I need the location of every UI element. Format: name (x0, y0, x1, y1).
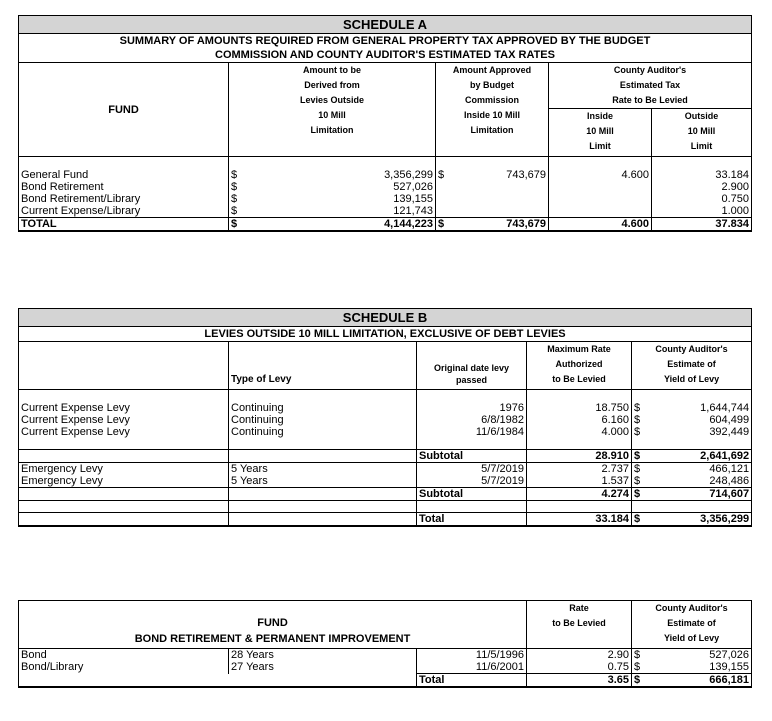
levy-date: 6/8/1982 (417, 414, 527, 426)
header-line: by Budget (470, 80, 514, 90)
bond-retirement-section (18, 600, 751, 688)
levy-name: Emergency Levy (19, 463, 229, 476)
amount-derived: 139,155 (247, 193, 436, 205)
yield-header (632, 342, 752, 390)
outside-rate: 2.900 (652, 181, 752, 193)
bond-rate-header (527, 601, 632, 649)
bond-yield: 139,155 (650, 661, 752, 674)
levy-name: Current Expense Levy (19, 402, 229, 414)
table-row (19, 402, 752, 414)
table-row (19, 426, 752, 438)
levy-yield: 466,121 (650, 463, 752, 476)
levy-yield: 1,644,744 (650, 402, 752, 414)
header-line: Limit (690, 141, 713, 151)
header-line: Authorized (555, 359, 603, 369)
schedule-b-title: SCHEDULE B (19, 309, 752, 327)
table-row (19, 463, 752, 476)
levy-yield: 392,449 (650, 426, 752, 438)
subtotal-label: Subtotal (417, 450, 527, 463)
total-outside: 37.834 (652, 217, 752, 231)
bond-table (18, 600, 752, 688)
levy-date: 5/7/2019 (417, 475, 527, 488)
blank-cell (229, 488, 417, 501)
inside-limit-header (549, 109, 652, 157)
header-line: Amount Approved (452, 65, 532, 75)
levy-name: Current Expense Levy (19, 414, 229, 426)
amount-approved (454, 205, 549, 218)
currency-sign: $ (634, 425, 641, 438)
table-row (19, 414, 752, 426)
currency-sign: $ (231, 168, 238, 181)
bond-yield: 527,026 (650, 649, 752, 662)
total-row (19, 674, 752, 688)
currency-sign: $ (231, 192, 238, 205)
header-line: 10 Mill (586, 126, 614, 136)
header-line: to Be Levied (552, 618, 606, 628)
currency-sign: $ (229, 217, 247, 231)
bond-fund-label: FUND (257, 617, 288, 629)
blank-cell (229, 674, 417, 688)
bond-rate: 0.75 (527, 661, 632, 674)
header-line: Limitation (310, 125, 354, 135)
header-line: Estimate of (667, 618, 716, 628)
currency-sign: $ (634, 401, 641, 414)
amount-derived-header (229, 63, 436, 157)
fund-header: FUND (19, 63, 229, 157)
currency-sign (436, 205, 454, 218)
currency-sign: $ (436, 217, 454, 231)
currency-sign: $ (632, 488, 650, 501)
fund-name: Bond Retirement (19, 181, 229, 193)
currency-sign: $ (634, 475, 641, 487)
subtotal-rate: 4.274 (527, 488, 632, 501)
schedule-b-table (18, 308, 752, 527)
header-line: Maximum Rate (547, 344, 611, 354)
header-line: Inside (586, 111, 613, 121)
subtotal-yield: 2,641,692 (650, 450, 752, 463)
blank-cell (229, 513, 417, 527)
header-line: Estimated Tax (619, 80, 681, 90)
subtotal-row (19, 488, 752, 501)
schedule-a-table (18, 15, 752, 232)
header-line: Rate (569, 603, 589, 613)
subtotal-yield: 714,607 (650, 488, 752, 501)
currency-sign: $ (632, 463, 650, 476)
levy-type: Continuing (229, 402, 417, 414)
bond-name: Bond (19, 649, 229, 662)
total-label: Total (417, 674, 527, 688)
header-line: Levies Outside (299, 95, 365, 105)
table-row (19, 193, 752, 205)
max-rate-header (527, 342, 632, 390)
currency-sign: $ (634, 413, 641, 426)
blank-cell (19, 488, 229, 501)
header-line: 10 Mill (687, 126, 716, 136)
bond-term: 27 Years (229, 661, 417, 674)
table-row (19, 181, 752, 193)
levy-type: Continuing (229, 414, 417, 426)
blank-cell (19, 513, 229, 527)
total-row (19, 217, 752, 231)
outside-rate: 1.000 (652, 205, 752, 218)
subtotal-rate: 28.910 (527, 450, 632, 463)
levy-type: Continuing (229, 426, 417, 438)
levy-type: 5 Years (229, 475, 417, 488)
levy-rate: 2.737 (527, 463, 632, 476)
levy-rate: 6.160 (527, 414, 632, 426)
bond-term: 28 Years (229, 649, 417, 662)
amount-derived: 121,743 (247, 205, 436, 218)
total-yield: 3,356,299 (650, 513, 752, 527)
header-line: Derived from (304, 80, 360, 90)
header-line: Inside 10 Mill (463, 110, 521, 120)
bond-rate: 2.90 (527, 649, 632, 662)
levy-date: 11/6/1984 (417, 426, 527, 438)
header-line: Commission (464, 95, 519, 105)
currency-sign (436, 193, 454, 205)
table-row (19, 169, 752, 181)
amount-derived: 3,356,299 (247, 169, 436, 181)
header-line: Rate to Be Levied (612, 95, 688, 105)
inside-rate: 4.600 (549, 169, 652, 181)
currency-sign: $ (231, 204, 238, 217)
fund-name: Current Expense/Library (19, 205, 229, 218)
total-row (19, 513, 752, 527)
bond-date: 11/6/2001 (417, 661, 527, 674)
header-line: Amount to be (303, 65, 361, 75)
currency-sign: $ (632, 674, 650, 688)
currency-sign: $ (231, 180, 238, 193)
currency-sign (436, 181, 454, 193)
table-row (19, 649, 752, 662)
inside-rate (549, 181, 652, 193)
total-rate: 3.65 (527, 674, 632, 688)
outside-rate: 33.184 (652, 169, 752, 181)
levy-rate: 4.000 (527, 426, 632, 438)
levy-yield: 604,499 (650, 414, 752, 426)
levy-name: Emergency Levy (19, 475, 229, 488)
header-line: Yield of Levy (663, 633, 720, 643)
table-row (19, 205, 752, 218)
amount-derived: 527,026 (247, 181, 436, 193)
bond-name: Bond/Library (19, 661, 229, 674)
outside-limit-header (652, 109, 752, 157)
inside-rate (549, 193, 652, 205)
levy-yield: 248,486 (650, 475, 752, 488)
levy-name: Current Expense Levy (19, 426, 229, 438)
table-row (19, 661, 752, 674)
auditor-rate-header (549, 63, 752, 109)
total-label: TOTAL (19, 217, 229, 231)
type-of-levy-header: Type of Levy (229, 342, 417, 390)
original-date-header (417, 342, 527, 390)
bond-yield-header (632, 601, 752, 649)
header-line: County Auditor's (655, 344, 728, 354)
levy-type: 5 Years (229, 463, 417, 476)
bond-title: BOND RETIREMENT & PERMANENT IMPROVEMENT (134, 633, 411, 645)
header-line: passed (455, 375, 488, 385)
header-line: to Be Levied (552, 374, 606, 384)
header-line: Estimate of (667, 359, 716, 369)
schedule-b (18, 308, 751, 527)
fund-name: General Fund (19, 169, 229, 181)
levy-rate: 18.750 (527, 402, 632, 414)
header-line: 10 Mill (318, 110, 346, 120)
total-derived: 4,144,223 (247, 217, 436, 231)
schedule-a (18, 15, 751, 232)
currency-sign: $ (632, 513, 650, 527)
header-line: Yield of Levy (663, 374, 720, 384)
header-line: County Auditor's (655, 603, 728, 613)
currency-sign: $ (632, 450, 650, 463)
levy-date: 1976 (417, 402, 527, 414)
total-inside: 4.600 (549, 217, 652, 231)
blank-cell (19, 450, 229, 463)
schedule-b-subtitle: LEVIES OUTSIDE 10 MILL LIMITATION, EXCLUSIVE OF DEBT LEVIES (19, 327, 752, 342)
total-approved: 743,679 (454, 217, 549, 231)
amount-approved-header (436, 63, 549, 157)
blank-cell (229, 450, 417, 463)
amount-approved (454, 181, 549, 193)
currency-sign: $ (438, 168, 445, 181)
outside-rate: 0.750 (652, 193, 752, 205)
total-rate: 33.184 (527, 513, 632, 527)
currency-sign: $ (634, 661, 641, 673)
header-line: Limitation (470, 125, 514, 135)
fund-name: Bond Retirement/Library (19, 193, 229, 205)
header-line: County Auditor's (613, 65, 687, 75)
total-yield: 666,181 (650, 674, 752, 688)
levy-rate: 1.537 (527, 475, 632, 488)
currency-sign: $ (634, 649, 641, 661)
blank-cell (19, 674, 229, 688)
subtotal-row (19, 450, 752, 463)
blank-header (19, 342, 229, 390)
subtotal-label: Subtotal (417, 488, 527, 501)
levy-date: 5/7/2019 (417, 463, 527, 476)
header-line: Limit (589, 141, 611, 151)
amount-approved: 743,679 (454, 169, 549, 181)
schedule-a-subtitle-1: SUMMARY OF AMOUNTS REQUIRED FROM GENERAL PROPERTY TAX APPROVED BY THE BUDGET (19, 34, 752, 49)
bond-header (19, 601, 527, 649)
schedule-a-title: SCHEDULE A (19, 16, 752, 34)
bond-date: 11/5/1996 (417, 649, 527, 662)
table-row (19, 475, 752, 488)
inside-rate (549, 205, 652, 218)
total-label: Total (417, 513, 527, 527)
schedule-a-subtitle-2: COMMISSION AND COUNTY AUDITOR'S ESTIMATED TAX RATES (19, 48, 752, 63)
header-line: Outside (684, 111, 719, 121)
header-line: Original date levy (433, 363, 510, 373)
amount-approved (454, 193, 549, 205)
